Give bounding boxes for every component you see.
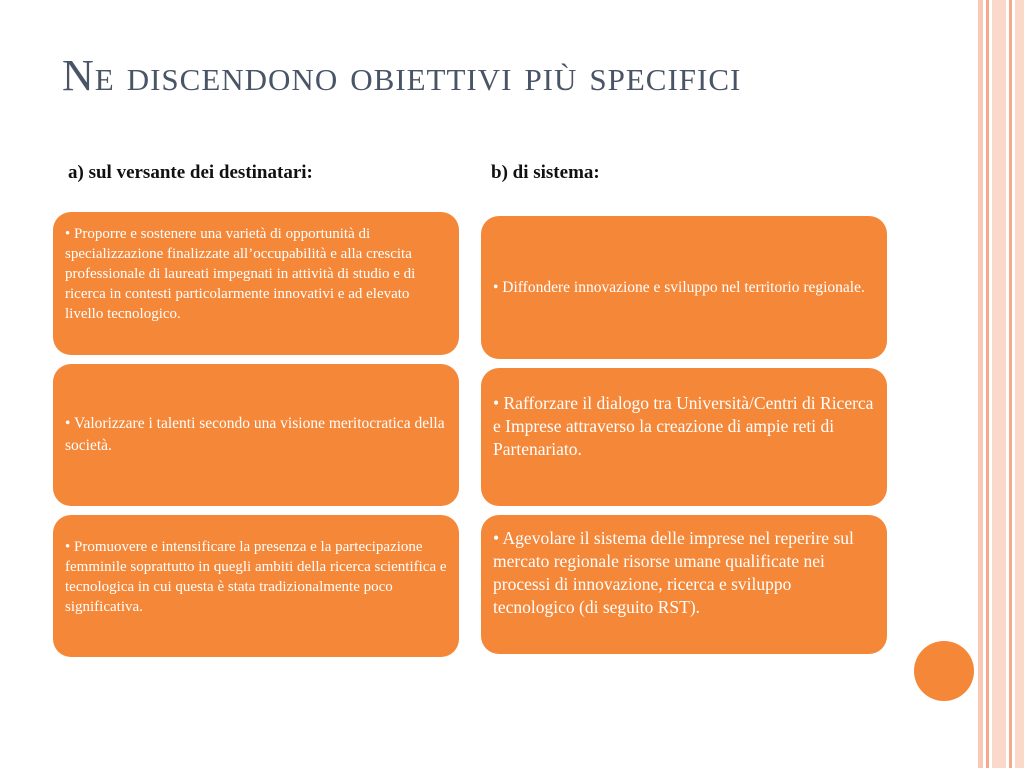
stripe [992,0,1006,768]
decorative-circle [914,641,974,701]
objective-text: • Promuovere e intensificare la presenza e la partecipazione femminile soprattutto in quegli ambiti della ricerca scientifica e tecnologica in cui questa è stata tradizionalmente poco significativa. [65,539,447,615]
objective-box-left-2 [53,364,459,506]
objective-text: • Valorizzare i talenti secondo una visione meritocratica della società. [65,415,445,454]
objective-box-right-2 [481,368,887,506]
stripe [978,0,983,768]
objective-box-left-3 [53,515,459,657]
objective-box-right-3 [481,515,887,654]
stripe [986,0,989,768]
objective-text: • Agevolare il sistema delle imprese nel reperire sul mercato regionale risorse umane qualificate nei processi di innovazione, ricerca e sviluppo tecnologico (di seguito RST). [493,528,854,617]
column-b-heading: b) di sistema: [491,162,600,183]
column-a-heading: a) sul versante dei destinatari: [68,162,313,183]
stripe [1009,0,1012,768]
decorative-side-stripes [978,0,1024,768]
slide-title: Ne discendono obiettivi più specifici [62,51,742,100]
stripe [1015,0,1024,768]
objective-text: • Rafforzare il dialogo tra Università/Centri di Ricerca e Imprese attraverso la creazione di ampie reti di Partenariato. [493,393,874,459]
objective-box-right-1 [481,216,887,359]
objective-box-left-1 [53,212,459,355]
objective-text: • Proporre e sostenere una varietà di opportunità di specializzazione finalizzate all’occupabilità e alla crescita professionale di laureati impegnati in attività di studio e di ricerca in contesti particolarmente innovativi e ad elevato livello tecnologico. [65,226,416,322]
objective-text: • Diffondere innovazione e sviluppo nel territorio regionale. [493,278,865,296]
